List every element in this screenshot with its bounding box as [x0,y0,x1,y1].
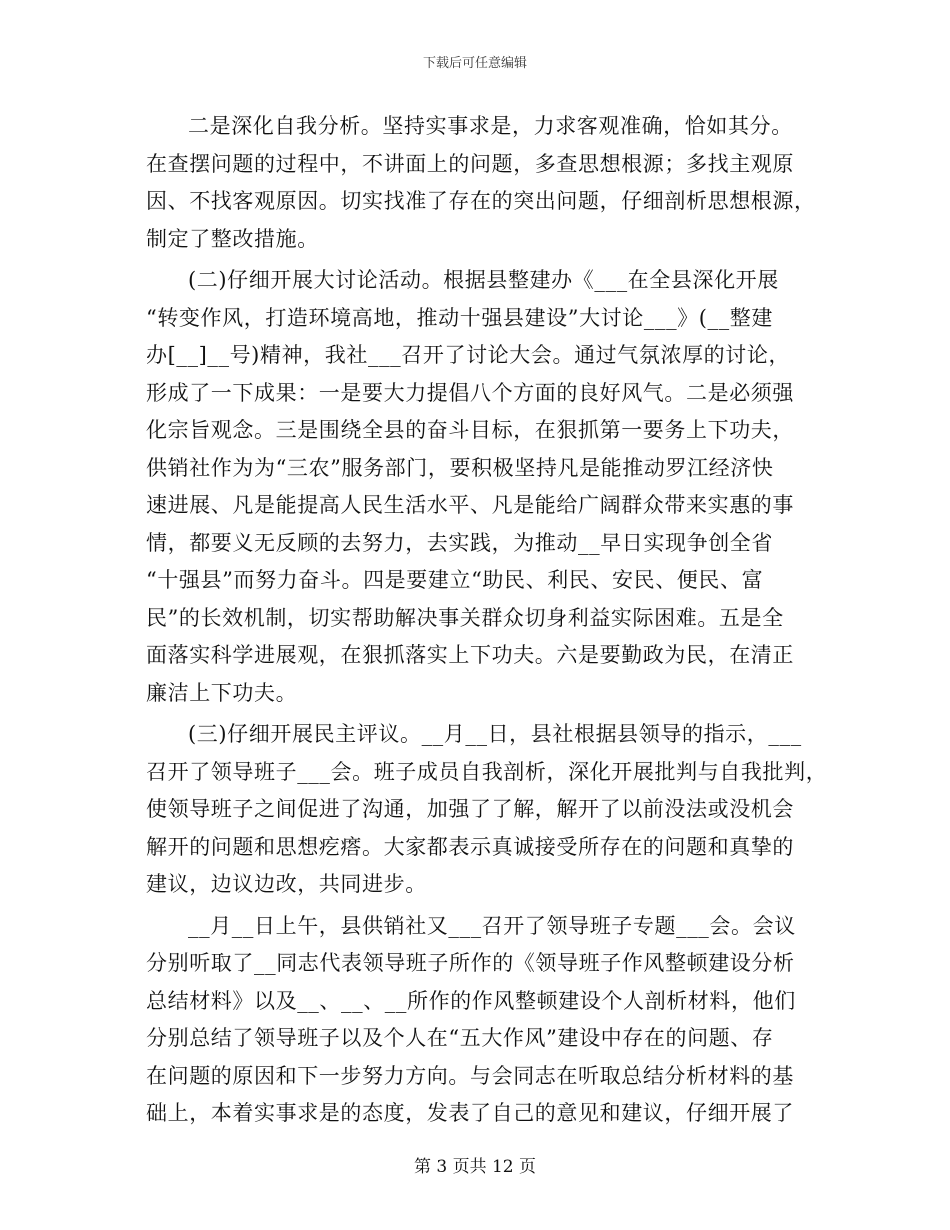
text-line: 二是深化自我分析。坚持实事求是，力求客观准确，恰如其分。 [188,114,793,138]
text-line: __月__日上午，县供销社又___召开了领导班子专题___会。会议 [188,913,796,938]
text-line: 情，都要义无反顾的去努力，去实践，为推动__早日实现争创全省 [146,530,773,555]
text-line: 使领导班子之间促进了沟通，加强了了解，解开了以前没法或没机会 [146,797,794,821]
paragraph [146,262,806,712]
text-line: 因、不找客观原因。切实找准了存在的突出问题，仔细剖析思想根源， [146,189,816,213]
text-line: 制定了整改措施。 [146,226,319,251]
text-line: 化宗旨观念。三是围绕全县的奋斗目标，在狠抓第一要务上下功夫， [146,418,794,442]
text-line: 廉洁上下功夫。 [146,680,298,705]
text-line: (二)仔细开展大讨论活动。根据县整建办《___在全县深化开展 [188,268,779,292]
text-line: 解开的问题和思想疙瘩。大家都表示真诚接受所存在的问题和真挚的 [146,834,794,859]
text-line: 供销社作为为“三农”服务部门，要积极坚持凡是能推动罗江经济快 [146,455,774,480]
paragraph [146,716,828,904]
text-line: 面落实科学进展观，在狠抓落实上下功夫。六是要勤政为民，在清正 [146,643,794,667]
paragraph [146,908,806,1133]
text-line: 速进展、凡是能提高人民生活水平、凡是能给广阔群众带来实惠的事 [146,493,794,517]
page-footer: 第 3 页共 12 页 [413,1157,537,1177]
document-body [146,108,828,1137]
text-line: 础上，本着实事求是的态度，发表了自己的意见和建议，仔细开展了 [146,1101,794,1125]
text-line: 形成了一下成果：一是要大力提倡八个方面的良好风气。二是必须强 [146,380,794,405]
text-line: 民”的长效机制，切实帮助解决事关群众切身利益实际困难。五是全 [146,605,784,630]
page-header: 下载后可任意编辑 [422,56,527,71]
paragraph [146,108,816,258]
text-line: (三)仔细开展民主评议。__月__日，县社根据县领导的指示，___ [188,722,802,746]
text-line: 在问题的原因和下一步努力方向。与会同志在听取总结分析材料的基 [146,1063,794,1088]
text-line: 总结材料》以及__、__、__所作的作风整顿建设个人剖析材料，他们 [146,988,796,1013]
text-line: 分别总结了领导班子以及个人在“五大作风”建设中存在的问题、存 [146,1026,774,1050]
text-line: “转变作风，打造环境高地，推动十强县建设”大讨论___》(__整建 [146,305,773,330]
text-line: 建议，边议边改，共同进步。 [146,872,427,896]
text-line: “十强县”而努力奋斗。四是要建立“助民、利民、安民、便民、富 [146,568,764,592]
text-line: 在查摆问题的过程中，不讲面上的问题，多查思想根源；多找主观原 [146,151,794,176]
text-line: 分别听取了__同志代表领导班子所作的《领导班子作风整顿建设分析 [146,951,795,975]
text-line: 召开了领导班子___会。班子成员自我剖析，深化开展批判与自我批判， [146,759,828,784]
text-line: 办[__]__号)精神，我社___召开了讨论大会。通过气氛浓厚的讨论， [146,343,791,367]
